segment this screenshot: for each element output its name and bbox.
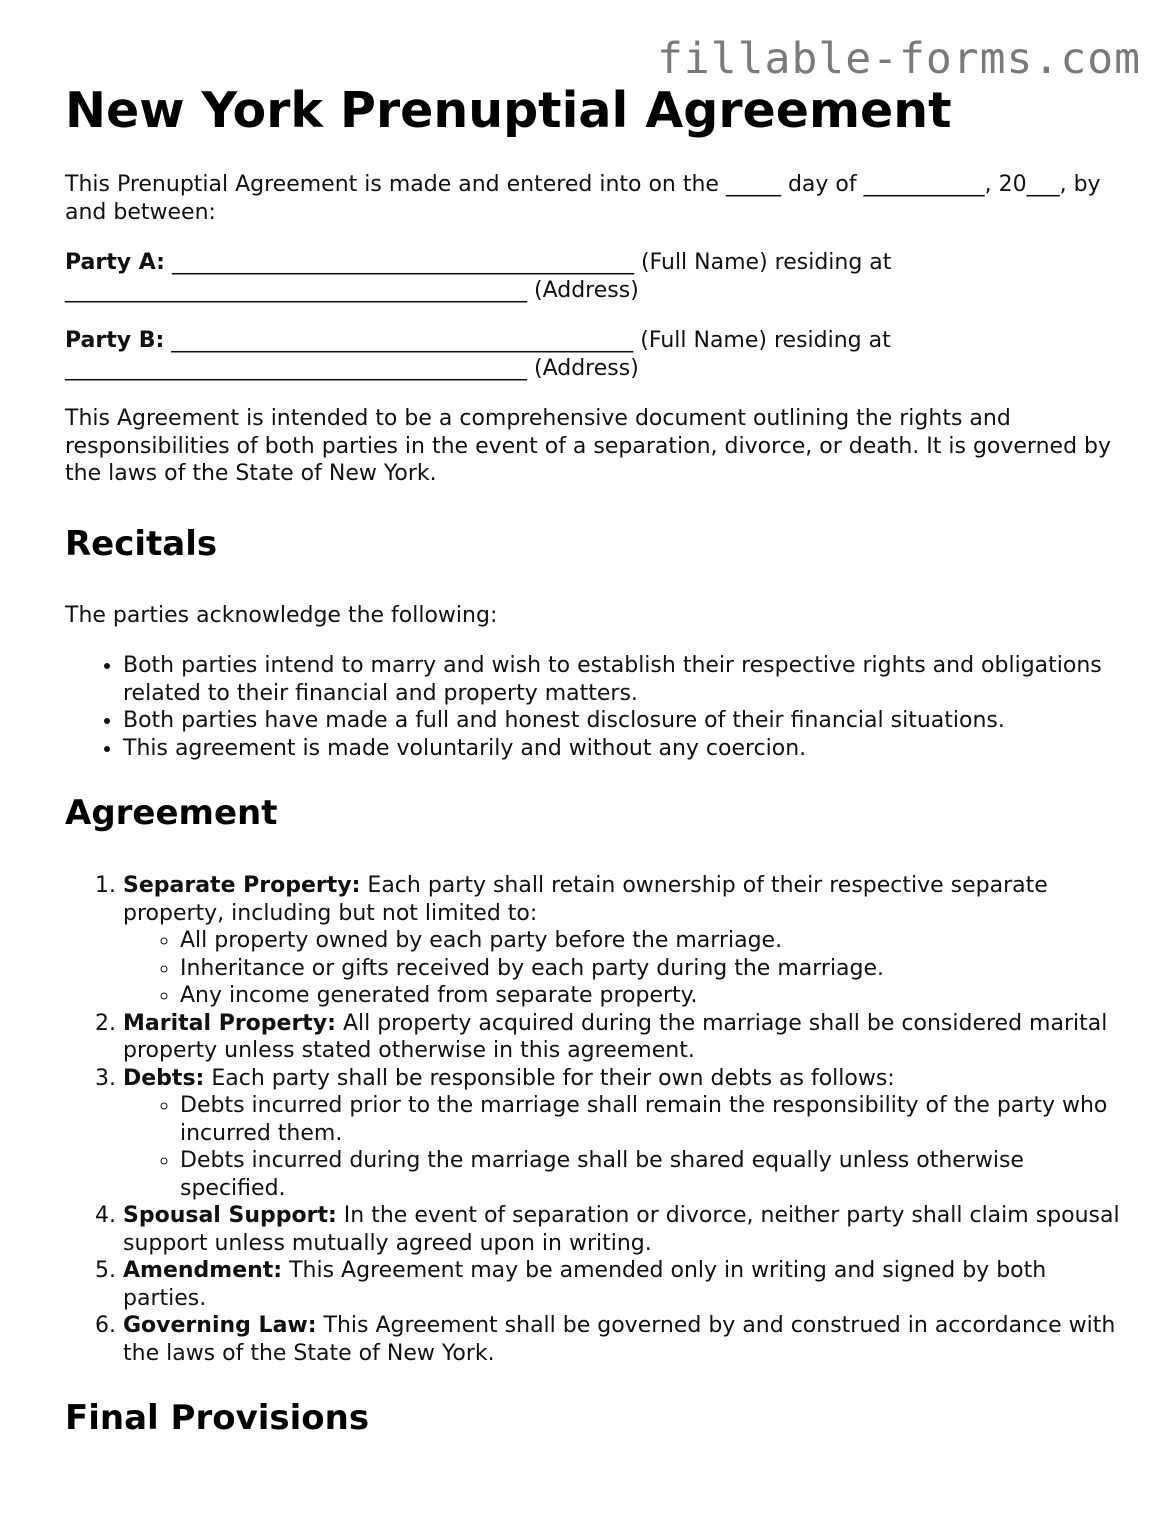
debts-sublist [123,1092,1125,1202]
term-title: Amendment: [123,1258,283,1283]
party-a-line [65,249,1125,304]
party-a-label: Party A: [65,250,165,275]
term-text: All property acquired during the marriage shall be considered marital property unless stated otherwise in this agreement. [123,1010,1108,1063]
party-b-text: __________________________________________ (Full Name) residing at __________________________________________ (Address) [65,328,891,381]
term-title: Marital Property: [123,1010,336,1036]
intro-paragraph: This Prenuptial Agreement is made and entered into on the _____ day of ___________, 20___, by and between: [65,172,1101,225]
term-title: Debts: [123,1065,205,1091]
recitals-lead: The parties acknowledge the following: [65,602,498,628]
party-b-line [65,327,1125,382]
list-item: • Both parties intend to marry and wish to establish their respective rights and obligations related to their financial and property matters. [123,652,1125,707]
list-item: ◦ Debts incurred prior to the marriage shall remain the responsibility of the party who incurred them. [180,1092,1125,1147]
term-separate-property [123,872,1125,1010]
list-item: • Both parties have made a full and honest disclosure of their financial situations. [123,707,1125,735]
party-a-text: __________________________________________ (Full Name) residing at __________________________________________ (Address) [65,250,892,303]
term-title: Spousal Support: [123,1203,337,1228]
agreement-heading: Agreement [65,793,278,833]
term-title: Governing Law: [123,1313,317,1338]
party-b-label: Party B: [65,328,165,353]
list-item: ◦ Debts incurred during the marriage shall be shared equally unless otherwise specified. [180,1147,1125,1202]
recitals-list [65,652,1125,762]
separate-property-sublist [123,927,1125,1010]
final-provisions-heading: Final Provisions [65,1398,370,1438]
list-item: ◦ Any income generated from separate property. [180,982,1125,1010]
term-text: In the event of separation or divorce, neither party shall claim spousal support unless mutually agreed upon in writing. [123,1203,1120,1256]
list-item: ◦ Inheritance or gifts received by each party during the marriage. [180,955,1125,983]
term-marital-property [123,1010,1125,1065]
term-text: Each party shall be responsible for their own debts as follows: [204,1065,895,1091]
term-text: This Agreement shall be governed by and construed in accordance with the laws of the State of New York. [123,1313,1116,1366]
term-governing-law [123,1312,1125,1367]
term-text: Each party shall retain ownership of their respective separate property, including but not limited to: [123,873,1048,926]
term-amendment [123,1257,1125,1312]
recitals-heading: Recitals [65,523,218,564]
term-debts [123,1065,1125,1203]
list-item: ◦ All property owned by each party before the marriage. [180,927,1125,955]
list-item: • This agreement is made voluntarily and without any coercion. [123,735,1125,763]
description-paragraph: This Agreement is intended to be a comprehensive document outlining the rights and responsibilities of both parties in the event of a separation, divorce, or death. It is governed by the laws of the State of New York. [65,406,1112,486]
document-page [65,82,1125,1439]
agreement-list [65,872,1125,1367]
term-spousal-support [123,1202,1125,1257]
watermark: fillable-forms.com [657,34,1141,84]
term-text: This Agreement may be amended only in writing and signed by both parties. [123,1258,1047,1311]
page-title: New York Prenuptial Agreement [65,82,952,139]
term-title: Separate Property: [123,873,361,898]
